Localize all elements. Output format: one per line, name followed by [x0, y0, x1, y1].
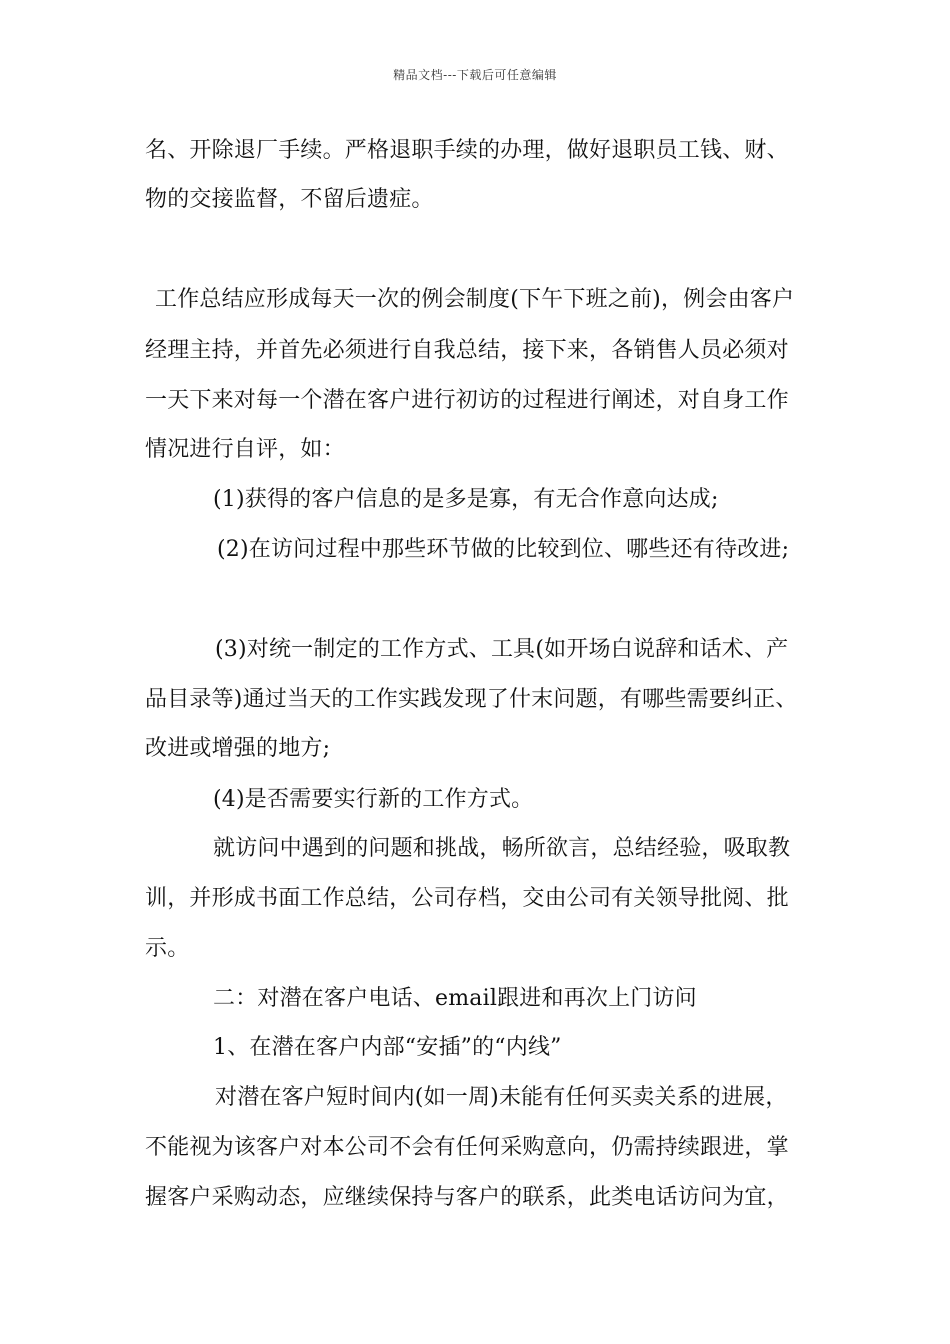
text-line: 改进或增强的地方;	[145, 736, 331, 761]
page-header: 精品文档---下载后可任意编辑	[393, 68, 557, 82]
text-line: 经理主持，并首先必须进行自我总结，接下来，各销售人员必须对	[145, 338, 789, 363]
text-line: 就访问中遇到的问题和挑战，畅所欲言，总结经验，吸取教	[213, 836, 791, 861]
text-line: 一天下来对每一个潜在客户进行初访的过程进行阐述，对自身工作	[145, 388, 789, 413]
text-line: 品目录等)通过当天的工作实践发现了什末问题，有哪些需要纠正、	[145, 687, 798, 712]
text-line: (3)对统一制定的工作方式、工具(如开场白说辞和话术、产	[215, 637, 789, 662]
text-line: (4)是否需要实行新的工作方式。	[213, 787, 534, 812]
text-line: 训，并形成书面工作总结，公司存档，交由公司有关领导批阅、批	[145, 886, 789, 911]
text-line: 示。	[145, 936, 190, 961]
text-line: 握客户采购动态，应继续保持与客户的联系，此类电话访问为宜，	[145, 1185, 789, 1210]
text-line: 1、在潜在客户内部“安插”的“内线”	[213, 1035, 562, 1060]
text-line: 工作总结应形成每天一次的例会制度(下午下班之前)，例会由客户	[155, 287, 795, 312]
text-line: (1)获得的客户信息的是多是寡，有无合作意向达成;	[213, 487, 719, 512]
text-line: 不能视为该客户对本公司不会有任何采购意向，仍需持续跟进，掌	[145, 1135, 789, 1160]
text-line: 二：对潜在客户电话、email跟进和再次上门访问	[213, 986, 697, 1011]
text-line: 名、开除退厂手续。严格退职手续的办理，做好退职员工钱、财、	[145, 138, 789, 163]
text-line: 情况进行自评，如：	[145, 437, 345, 462]
text-line: (2)在访问过程中那些环节做的比较到位、哪些还有待改进;	[217, 537, 790, 562]
text-line: 对潜在客户短时间内(如一周)未能有任何买卖关系的进展，	[215, 1085, 788, 1110]
text-line: 物的交接监督，不留后遗症。	[145, 187, 434, 212]
